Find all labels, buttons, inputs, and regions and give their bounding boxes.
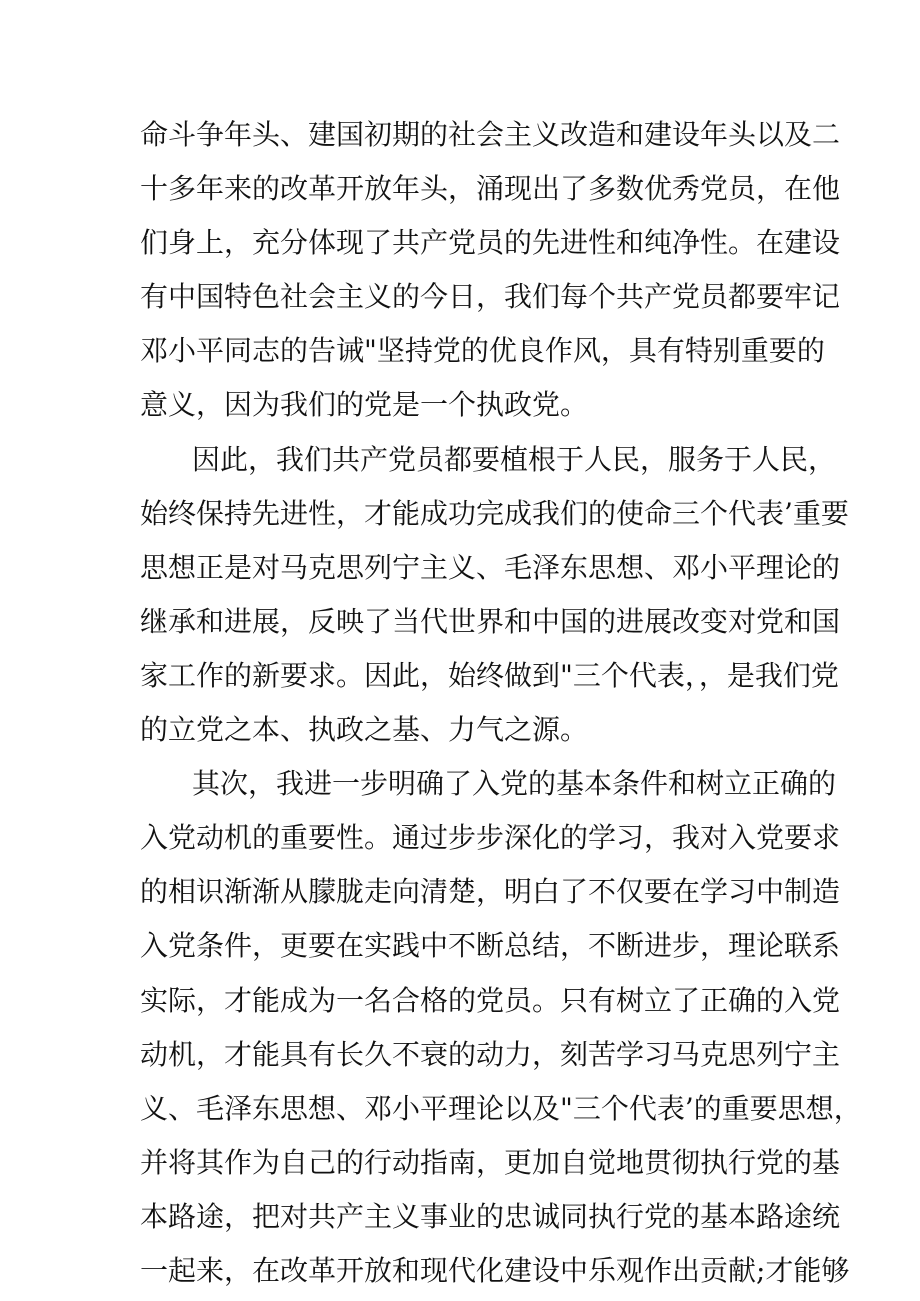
text-line: 意义，因为我们的党是一个执政党。 xyxy=(140,388,589,422)
text-line: 家工作的新要求。因此，始终做到"三个代表，，是我们党 xyxy=(140,658,839,692)
text-line: 始终保持先进性，才能成功完成我们的使命三个代表’重要 xyxy=(140,496,849,530)
text-line: 并将其作为自己的行动指南，更加自觉地贯彻执行党的基 xyxy=(140,1145,841,1179)
text-line: 动机，才能具有长久不衰的动力，刻苦学习马克思列宁主 xyxy=(140,1037,841,1071)
paragraph-2 xyxy=(140,433,849,758)
text-line: 实际，才能成为一名合格的党员。只有树立了正确的入党 xyxy=(140,983,841,1017)
text-line: 一起来，在改革开放和现代化建设中乐观作出贡献;才能够 xyxy=(140,1253,850,1287)
text-line: 其次，我进一步明确了入党的基本条件和树立正确的 xyxy=(192,767,837,801)
paragraph-3 xyxy=(140,757,862,1298)
document-body xyxy=(140,108,862,1298)
text-line: 继承和进展，反映了当代世界和中国的进展改变对党和国 xyxy=(140,604,841,638)
text-line: 的立党之本、执政之基、力气之源。 xyxy=(140,713,589,747)
text-line: 命斗争年头、建国初期的社会主义改造和建设年头以及二 xyxy=(140,118,841,151)
text-line: 因此，我们共产党员都要植根于人民，服务于人民， xyxy=(192,442,837,476)
text-line: 邓小平同志的告诫"坚持党的优良作风，具有特别重要的 xyxy=(140,334,825,368)
text-line: 思想正是对马克思列宁主义、毛泽东思想、邓小平理论的 xyxy=(140,550,841,584)
text-line: 入党动机的重要性。通过步步深化的学习，我对入党要求 xyxy=(140,821,841,855)
text-line: 的相识渐渐从朦胧走向清楚，明白了不仅要在学习中制造 xyxy=(140,875,841,909)
text-line: 义、毛泽东思想、邓小平理论以及"三个代表’的重要思想， xyxy=(140,1091,862,1125)
text-line: 们身上，充分体现了共产党员的先进性和纯净性。在建设 xyxy=(140,226,841,260)
paragraph-1 xyxy=(140,108,841,433)
text-line: 本路途，把对共产主义事业的忠诚同执行党的基本路途统 xyxy=(140,1199,841,1233)
text-line: 入党条件，更要在实践中不断总结，不断进步，理论联系 xyxy=(140,929,841,963)
text-line: 十多年来的改革开放年头，涌现出了多数优秀党员，在他 xyxy=(140,172,841,206)
text-line: 有中国特色社会主义的今日，我们每个共产党员都要牢记 xyxy=(140,280,841,314)
